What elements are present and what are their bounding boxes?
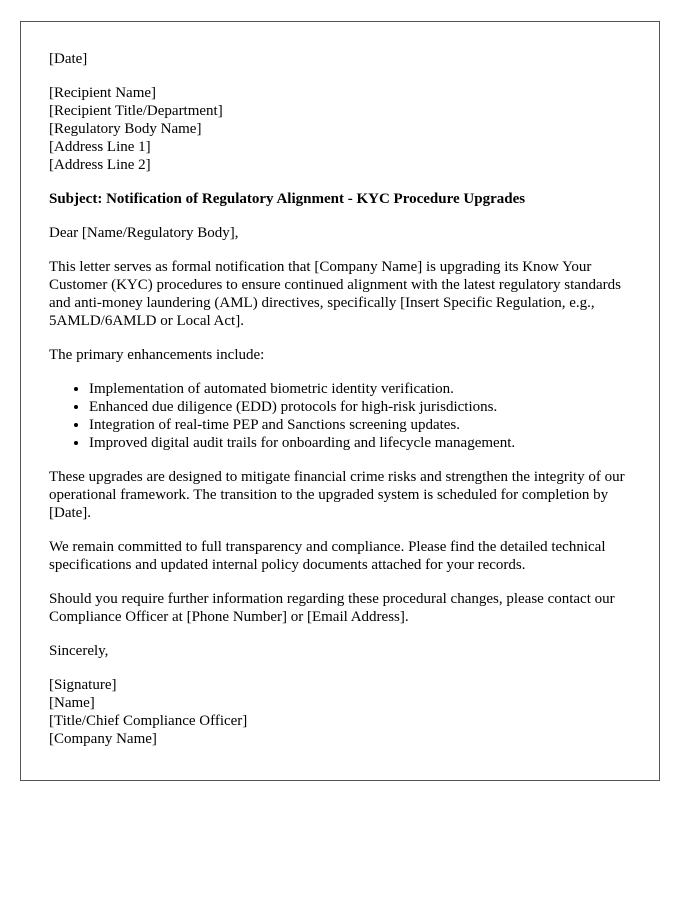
signature-block (49, 676, 631, 748)
list-item: • Implementation of automated biometric identity verification. (89, 380, 631, 398)
upgrades-paragraph: These upgrades are designed to mitigate financial crime risks and strengthen the integrity of our operational framework. The transition to the upgraded system is scheduled for completion by [Date]. (49, 469, 625, 521)
commitment-paragraph: We remain committed to full transparency and compliance. Please find the detailed technical specifications and updated internal policy documents attached for your records. (49, 539, 606, 573)
letter-page (20, 21, 660, 781)
salutation: Dear [Name/Regulatory Body], (49, 225, 239, 241)
list-item: • Enhanced due diligence (EDD) protocols for high-risk jurisdictions. (89, 398, 631, 416)
signature-placeholder: [Signature] (49, 677, 117, 693)
intro-paragraph: This letter serves as formal notification that [Company Name] is upgrading its Know Your Customer (KYC) procedures to ensure continued alignment with the latest regulatory standards and anti-money laundering (AML) directives, specifically [Insert Specific Regulation, e.g., 5AMLD/6AMLD or Local Act]. (49, 259, 621, 329)
recipient-block (49, 84, 631, 174)
signoff: Sincerely, (49, 643, 109, 659)
list-item: • Improved digital audit trails for onboarding and lifecycle management. (89, 434, 631, 452)
signer-name: [Name] (49, 695, 95, 711)
signer-title: [Title/Chief Compliance Officer] (49, 713, 248, 729)
signer-company: [Company Name] (49, 731, 157, 747)
regulatory-body-name: [Regulatory Body Name] (49, 121, 202, 137)
contact-paragraph: Should you require further information regarding these procedural changes, please contact our Compliance Officer at [Phone Number] or [Email Address]. (49, 591, 615, 625)
address-line-2: [Address Line 2] (49, 157, 151, 173)
subject-line: Subject: Notification of Regulatory Alignment - KYC Procedure Upgrades (49, 191, 526, 207)
recipient-name: [Recipient Name] (49, 85, 157, 101)
address-line-1: [Address Line 1] (49, 139, 151, 155)
letter-date: [Date] (49, 51, 88, 67)
list-item: • Integration of real-time PEP and Sanctions screening updates. (89, 416, 631, 434)
recipient-title: [Recipient Title/Department] (49, 103, 223, 119)
enhancements-intro: The primary enhancements include: (49, 347, 265, 363)
enhancements-list (49, 380, 631, 452)
